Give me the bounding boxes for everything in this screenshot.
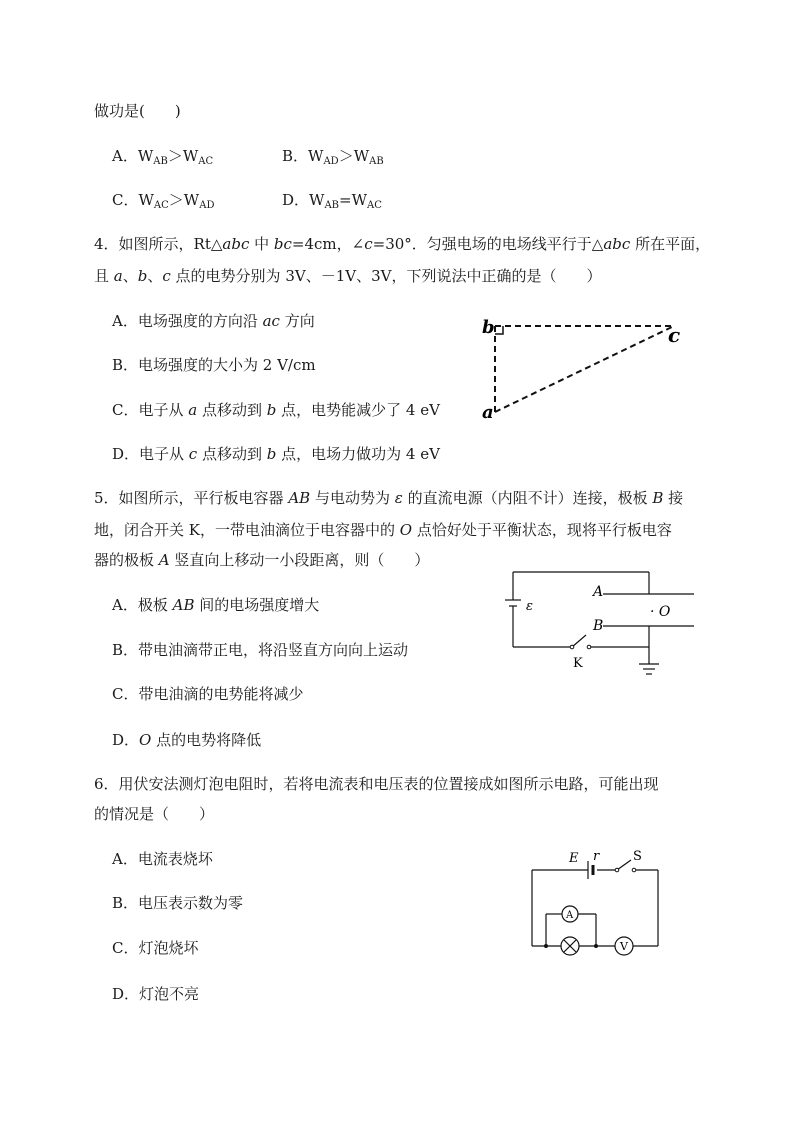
q5-option-a[interactable]: A．极板 AB 间的电场强度增大 bbox=[112, 596, 320, 614]
triangle-side-ac bbox=[495, 326, 674, 412]
q5-stem-line1: 5．如图所示，平行板电容器 AB 与电动势为 ε 的直流电源（内阻不计）连接，极板 B 接 bbox=[94, 489, 684, 507]
q3-option-b[interactable]: B．$W_{AD}>W_{AB}$ bbox=[282, 147, 384, 167]
vertex-b-label: b bbox=[482, 317, 495, 338]
switch-s-label: S bbox=[633, 849, 642, 864]
point-o-label: · O bbox=[650, 604, 671, 620]
q5-option-d[interactable]: D．O 点的电势将降低 bbox=[112, 731, 262, 749]
junction-left bbox=[544, 944, 548, 948]
q4-option-b[interactable]: B．电场强度的大小为 2 V/cm bbox=[112, 356, 316, 374]
switch-k bbox=[572, 635, 586, 647]
switch-k-label: K bbox=[573, 656, 583, 671]
q4-option-c[interactable]: C．电子从 a 点移动到 b 点，电势能减少了 4 eV bbox=[112, 401, 440, 419]
q6-option-a[interactable]: A．电流表烧坏 bbox=[112, 850, 213, 868]
ammeter-label: A bbox=[566, 910, 574, 921]
q3-option-c[interactable]: C．$W_{AC}>W_{AD}$ bbox=[112, 191, 215, 211]
vertex-a-label: a bbox=[482, 402, 494, 423]
emf-label: ε bbox=[526, 599, 533, 614]
q4-option-a[interactable]: A．电场强度的方向沿 ac 方向 bbox=[112, 312, 315, 330]
q4-option-d[interactable]: D．电子从 c 点移动到 b 点，电场力做功为 4 eV bbox=[112, 445, 440, 463]
q5-stem-line2: 地，闭合开关 K，一带电油滴位于电容器中的 O 点恰好处于平衡状态，现将平行板电容 bbox=[94, 521, 672, 539]
right-angle-mark bbox=[495, 326, 503, 334]
q4-triangle-figure bbox=[478, 312, 688, 424]
q4-stem-line2: 且 a、b、c 点的电势分别为 3V、－1V、3V，下列说法中正确的是（ ） bbox=[94, 267, 602, 285]
q6-circuit-diagram bbox=[527, 846, 667, 954]
q3-stem-tail: 做功是( ) bbox=[94, 102, 181, 120]
switch-s bbox=[617, 860, 631, 870]
q5-option-c[interactable]: C．带电油滴的电势能将减少 bbox=[112, 685, 304, 703]
plate-a-label: A bbox=[593, 584, 604, 600]
q5-capacitor-circuit bbox=[500, 568, 722, 683]
junction-right bbox=[594, 944, 598, 948]
emf-e-label: E bbox=[569, 851, 579, 866]
q6-option-c[interactable]: C．灯泡烧坏 bbox=[112, 939, 199, 957]
q6-stem-line1: 6．用伏安法测灯泡电阻时，若将电流表和电压表的位置接成如图所示电路，可能出现 bbox=[94, 775, 659, 793]
q6-stem-line2: 的情况是（ ） bbox=[94, 805, 215, 823]
plate-b-label: B bbox=[593, 618, 604, 634]
q5-stem-line3: 器的极板 A 竖直向上移动一小段距离，则（ ） bbox=[94, 551, 430, 569]
q6-option-d[interactable]: D．灯泡不亮 bbox=[112, 985, 200, 1003]
q3-option-d[interactable]: D．$W_{AB}=W_{AC}$ bbox=[282, 191, 382, 211]
q3-option-a[interactable]: A．$W_{AB}>W_{AC}$ bbox=[112, 147, 214, 167]
q4-stem-line1: 4．如图所示，Rt△abc 中 bc=4cm，∠c=30°．匀强电场的电场线平行于△abc 所在平面， bbox=[94, 235, 711, 253]
q6-option-b[interactable]: B．电压表示数为零 bbox=[112, 894, 244, 912]
voltmeter-label: V bbox=[620, 940, 628, 953]
q5-option-b[interactable]: B．带电油滴带正电，将沿竖直方向向上运动 bbox=[112, 641, 409, 659]
vertex-c-label: c bbox=[668, 323, 681, 347]
internal-r-label: r bbox=[593, 849, 600, 864]
